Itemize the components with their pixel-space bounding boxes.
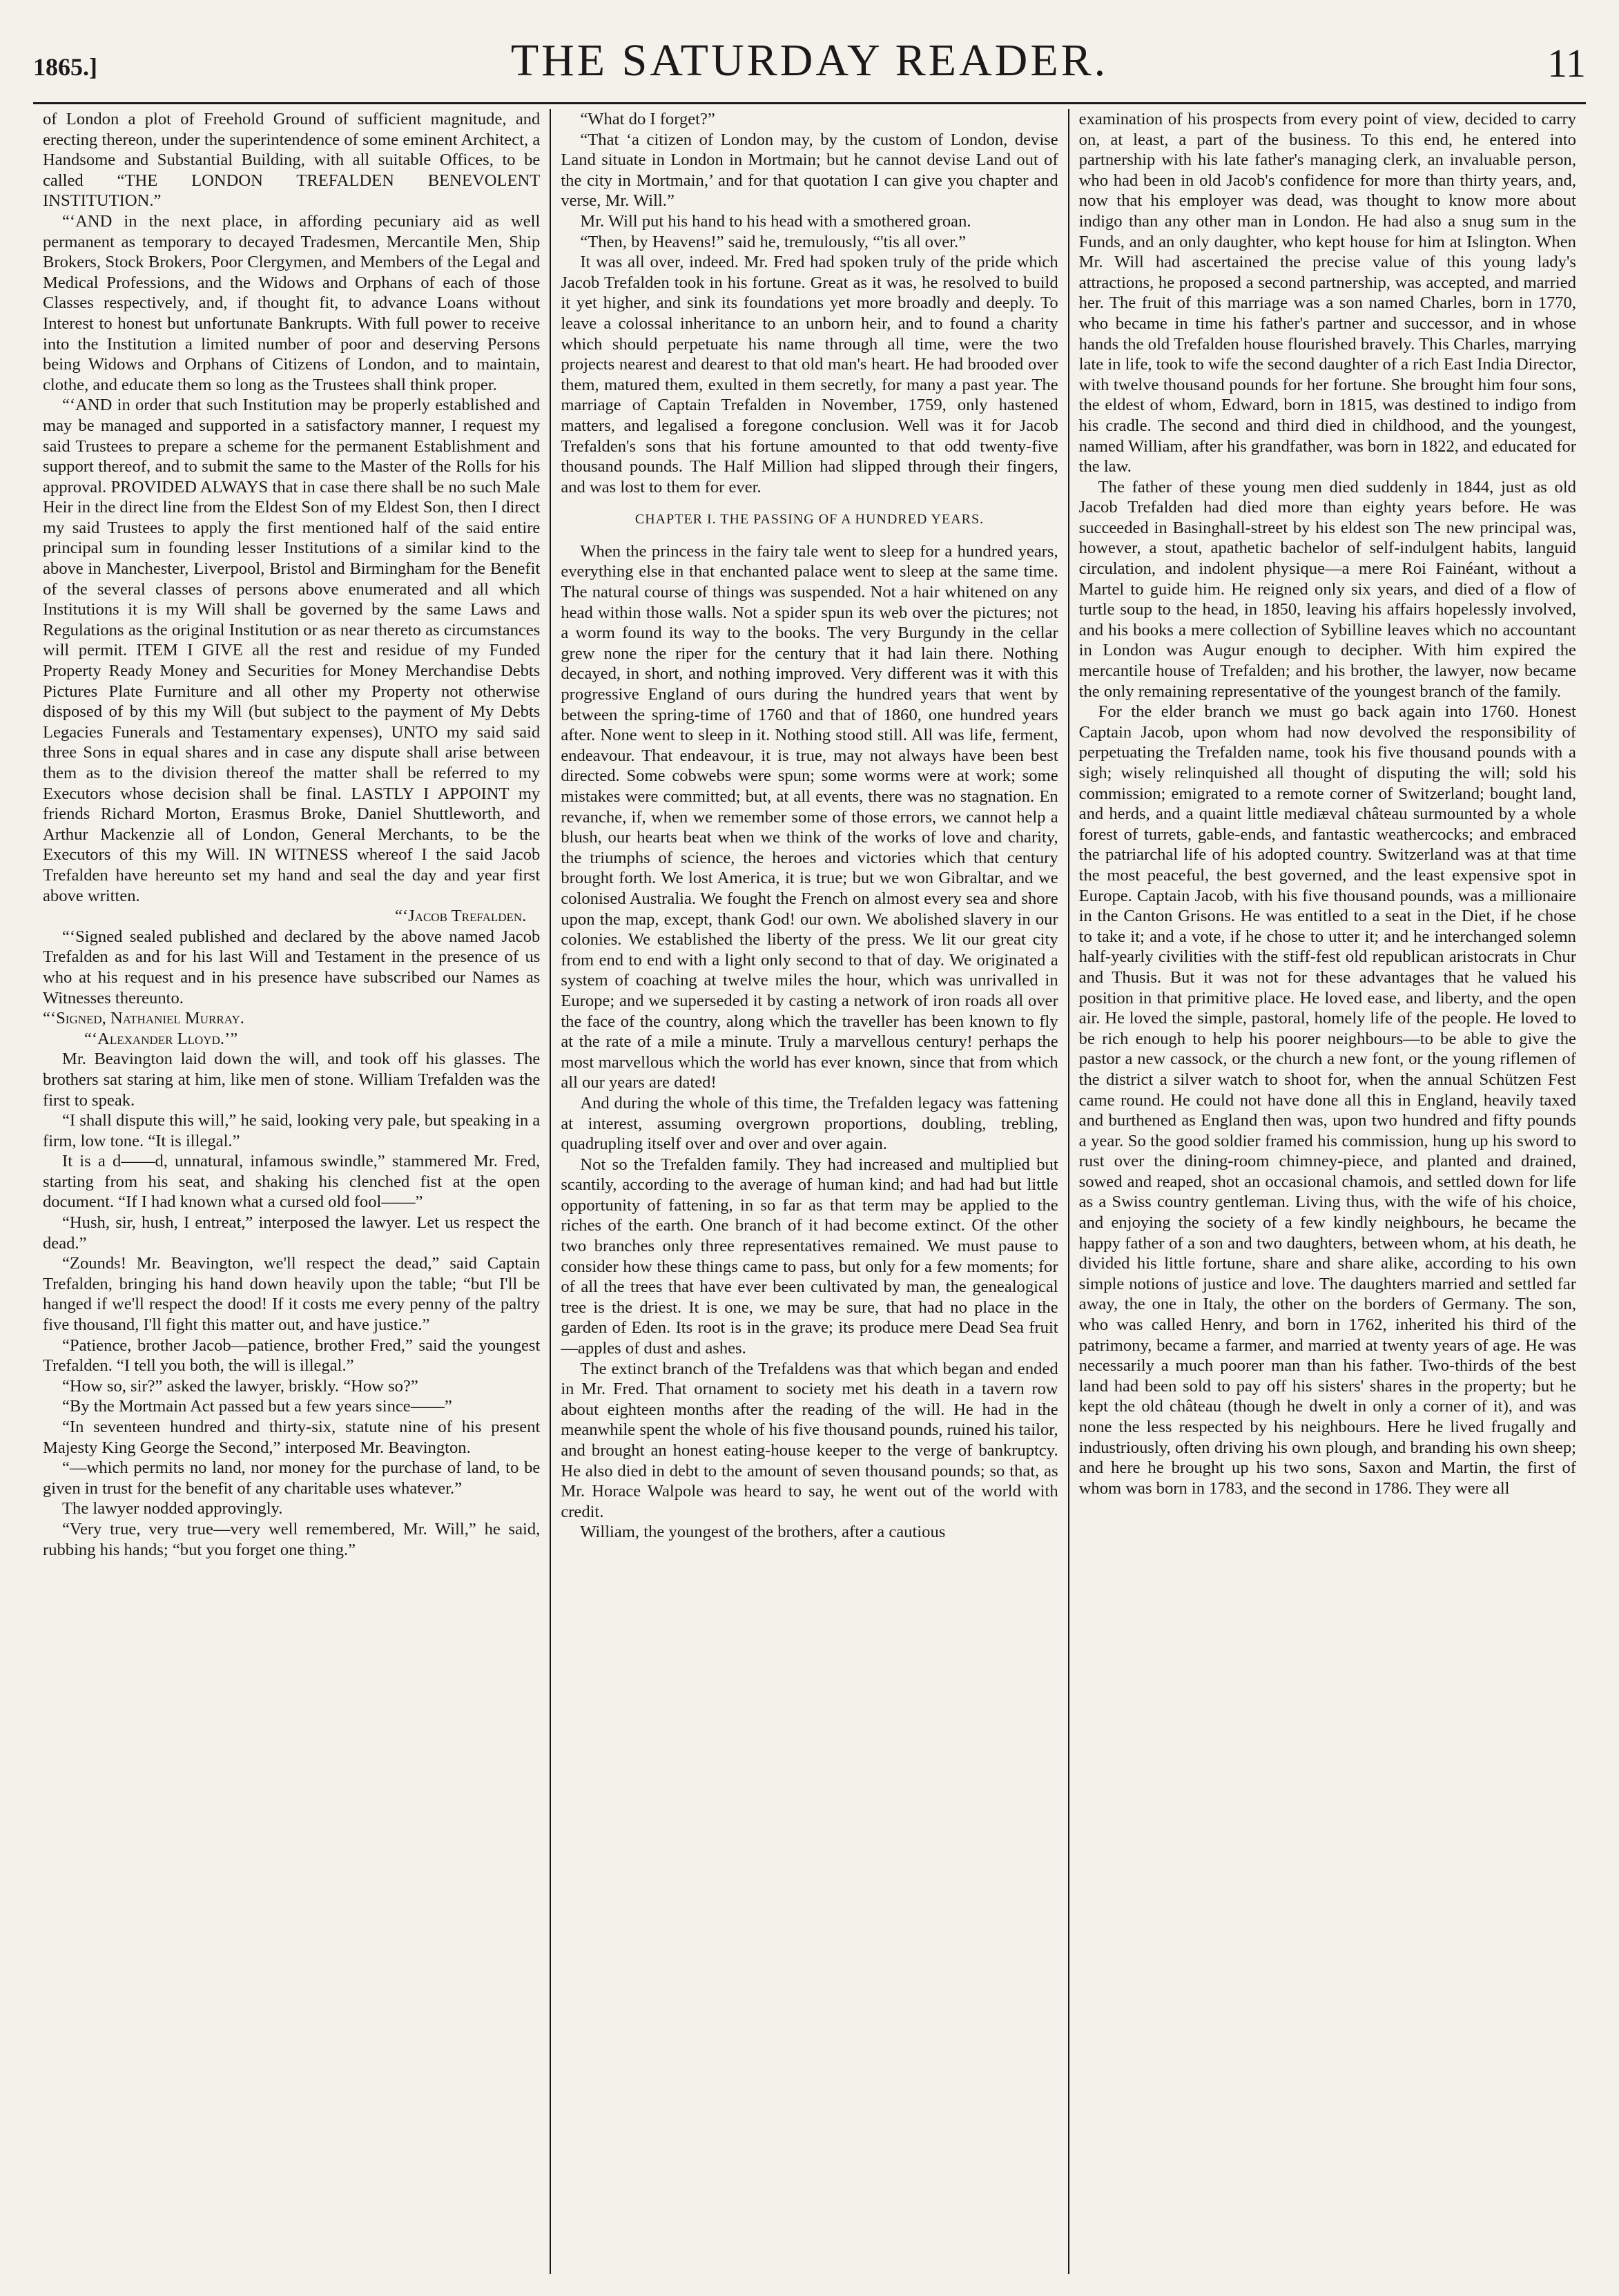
paragraph: of London a plot of Freehold Ground of sufficient magnitude, and erecting thereon, under the superintendence of some eminent Architect, a Handsome and Substantial Building, with all suitable Offices, to be called “THE LONDON TREFALDEN BENEVOLENT INSTITUTION.” (43, 110, 541, 211)
paragraph: William, the youngest of the brothers, after a cautious (580, 1523, 946, 1542)
paragraph: “Then, by Heavens!” said he, tremulously, “'tis all over.” (580, 232, 967, 251)
paragraph: It was all over, indeed. Mr. Fred had spoken truly of the pride which Jacob Trefalden took in his fortune. Great as it was, he resolved to build it yet higher, and sink its foundations yet more broadly and deeply. To leave a colossal inheritance to an unborn heir, and to found a charity which should perpetuate his name through all time, were the two projects nearest and dearest to that old man's heart. He had brooded over them, matured them, exulted in them secretly, for many a past year. The marriage of Captain Trefalden in November, 1759, only hastened matters, and legalised a foregone conclusion. Well was it for Jacob Trefalden's sons that his fortune amounted to that odd twenty-five thousand pounds. The Half Million had slipped through their fingers, and was lost to them for ever. (561, 253, 1058, 496)
paragraph: The extinct branch of the Trefaldens was that which began and ended in Mr. Fred. That ornament to society met his death in a tavern row about eighteen months after the reading of the will. He had in the meanwhile spent the whole of his five thousand pounds, ruined his tailor, and brought an honest eating-house keeper to the verge of bankruptcy. He also died in debt to the amount of seven thousand pounds; so that, as Mr. Horace Walpole was heard to say, he went out of the world with credit. (561, 1359, 1058, 1521)
paragraph: When the princess in the fairy tale went to sleep for a hundred years, everything else in that enchanted palace went to sleep at the same time. The natural course of things was suspended. Not a hair whitened on any head within those walls. Not a spider spun its web over the pictures; not a worm found its way to the books. The very Burgundy in the cellar grew none the riper for the century that it had lain there. Nothing decayed, in short, and nothing improved. Very different was it with this progressive England of ours during the hundred years that went by between the spring-time of 1760 and that of 1860, one hundred years after. None went to sleep in it. Nothing stood still. All was life, ferment, endeavour. That endeavour, it is true, may not always have been best directed. Some cobwebs were spun; some worms were at work; some mistakes were committed; but, at all events, there was no stagnation. En revanche, if, when we remember some of those errors, we cannot help a blush, our hearts beat when we think of the works of love and charity, the triumphs of science, the heroes and victories which that century brought forth. We lost America, it is true; but we won Gibraltar, and we colonised Australia. We fought the French on almost every sea and shore upon the map, except, thank God! our own. We abolished slavery in our colonies. We established the liberty of the press. We lit our great city from end to end with a light only second to that of day. We originated a system of coaching at twelve miles the hour, which was unrivalled in Europe; and we superseded it by casting a network of iron roads all over the face of the country, along which the traveller has been known to fly at the rate of a mile a minute. Truly a marvellous century! perhaps the most marvellous which the world has ever known, since that from which all our years are dated! (561, 541, 1058, 1092)
article-columns (33, 109, 1586, 2274)
paragraph: “‘Signed, Nathaniel Murray. (43, 1009, 244, 1028)
paragraph: “—which permits no land, nor money for the purchase of land, to be given in trust for the benefit of any charitable uses whatever.” (43, 1458, 541, 1498)
paragraph: “Zounds! Mr. Beavington, we'll respect the dead,” said Captain Trefalden, bringing his hand down heavily upon the table; “but I'll be hanged if we'll respect the dood! If it costs me every penny of the paltry five thousand, I'll fight this matter out, and have justice.” (43, 1254, 541, 1335)
paragraph: “‘Alexander Lloyd.’” (84, 1029, 238, 1048)
paragraph: And during the whole of this time, the Trefalden legacy was fattening at interest, assuming overgrown proportions, doubling, trebling, quadrupling itself over and over and over again. (561, 1093, 1058, 1154)
paragraph: It is a d——d, unnatural, infamous swindle,” stammered Mr. Fred, starting from his seat, and shaking his clenched fist at the open document. “If I had known what a cursed old fool——” (43, 1152, 541, 1212)
paragraph: Mr. Will put his hand to his head with a smothered groan. (580, 211, 971, 231)
column-right (1068, 109, 1586, 2274)
paragraph: The father of these young men died suddenly in 1844, just as old Jacob Trefalden had died more than eighty years before. He was succeeded in Basinghall-street by his eldest son The new principal was, however, a stout, apathetic bachelor of self-indulgent habits, languid circulation, and indolent physique—a mere Roi Fainéant, without a Martel to guide him. He reigned only six years, and died of a flow of turtle soup to the head, in 1850, leaving his affairs hopelessly involved, and his books a mere collection of Sybilline leaves which no accountant in London was Augur enough to decipher. With him expired the mercantile house of Trefalden; and his brother, the lawyer, now became the only remaining representative of the youngest branch of the family. (1078, 477, 1576, 701)
paragraph: “Hush, sir, hush, I entreat,” interposed the lawyer. Let us respect the dead.” (43, 1213, 541, 1253)
paragraph: The lawyer nodded approvingly. (62, 1499, 283, 1518)
paragraph: “‘AND in order that such Institution may be properly established and may be managed and supported in a satisfactory manner, I request my said Trustees to prepare a scheme for the permanent Establishment and support thereof, and to submit the same to the Master of the Rolls for his approval. PROVIDED ALWAYS that in case there shall be no such Male Heir in the direct line from the Eldest Son of my Eldest Son, then I direct my said Trustees to apply the first mentioned half of the said entire principal sum in founding lesser Institutions of a similar kind to the above in Manchester, Liverpool, Bristol and Birmingham for the Benefit of the several classes of persons above enumerated and all which Institutions it is my Will shall be governed by the same Laws and Regulations as the original Institution or as near thereto as circumstances will permit. ITEM I GIVE all the rest and residue of my Funded Property Ready Money and Securities for Money Merchandise Debts Pictures Plate Furniture and all other my Property not otherwise disposed of by this my Will (but subject to the payment of My Debts Legacies Funerals and Testamentary expenses), UNTO my said said three Sons in equal shares and in case any dispute shall arise between them as to the division thereof the matter shall be referred to my Executors whose decision shall be final. LASTLY I APPOINT my friends Richard Morton, Erasmus Broke, Daniel Shuttleworth, and Arthur Mackenzie all of London, General Merchants, to be the Executors of this my Will. IN WITNESS whereof I the said Jacob Trefalden have hereunto set my hand and seal the day and year first above written. (43, 396, 541, 905)
paragraph: Not so the Trefalden family. They had increased and multiplied but scantily, according to the average of human kind; and had had but little opportunity of fattening, in so far as that term may be applied to the riches of the earth. One branch of it had become extinct. Of the other two branches only three representatives remained. We must pause to consider how these things came to pass, but only for a few moments; for of all the trees that have ever been cultivated by man, the genealogical tree is the driest. It is one, we may be sure, that had no place in the garden of Eden. Its root is in the grave; its produce mere Dead Sea fruit—apples of dust and ashes. (561, 1155, 1058, 1358)
paragraph: “‘AND in the next place, in affording pecuniary aid as well permanent as temporary to decayed Tradesmen, Mercantile Men, Ship Brokers, Stock Brokers, Poor Clergymen, and Members of the Legal and Medical Professions, and the Widows and Orphans of each of those Classes respectively, and, if thought fit, to advance Loans without Interest to honest but unfortunate Bankrupts. With full power to receive into the Institution a limited number of poor and deserving Persons being Widows and Orphans of Citizens of London, and to maintain, clothe, and educate them so long as the Trustees shall think proper. (43, 211, 541, 394)
paragraph: “Patience, brother Jacob—patience, brother Fred,” said the youngest Trefalden. “I tell you both, the will is illegal.” (43, 1335, 541, 1376)
paragraph: “‘Jacob Trefalden. (395, 907, 527, 926)
issue-year: 1865.] (33, 53, 97, 81)
paragraph: “What do I forget?” (580, 110, 715, 128)
publication-title: THE SATURDAY READER. (510, 35, 1109, 86)
paragraph: “By the Mortmain Act passed but a few years since——” (62, 1397, 452, 1416)
chapter-heading: CHAPTER I. THE PASSING OF A HUNDRED YEARS. (634, 512, 985, 528)
column-middle (550, 109, 1067, 2274)
paragraph: “In seventeen hundred and thirty-six, statute nine of his present Majesty King George the Second,” interposed Mr. Beavington. (43, 1418, 541, 1457)
page-number: 11 (1547, 41, 1586, 86)
paragraph: For the elder branch we must go back again into 1760. Honest Captain Jacob, upon whom had now devolved the responsibility of perpetuating the Trefalden name, took his five thousand pounds with a sigh; wisely relinquished all thought of disputing the will; sold his commission; emigrated to a remote corner of Switzerland; bought land, and herds, and a quaint little mediæval château surmounted by a whole forest of turrets, gable-ends, and fantastic weathercocks; and embraced the patriarchal life of his adopted country. Switzerland was at that time the most peaceful, the best governed, and the least expensive spot in Europe. Captain Jacob, with his five thousand pounds, was a millionaire in the Canton Grisons. He was entitled to a seat in the Diet, if he chose to take it; and a vote, if he chose to utter it; and he interchanged solemn half-yearly civilities with the stiff-fest old republican aristocrats in Chur and Thusis. But it was not for these advantages that he valued his position in that primitive place. He loved ease, and liberty, and the open air. He loved the simple, pastoral, homely life of the people. He loved to be rich enough to help his poorer neighbours—to be able to give the pastor a new cassock, or the church a new font, or the young riflemen of the district a silver watch to shoot for, when the annual Schützen Fest came round. He could not have done all this in England, heavily taxed and burthened as England then was, upon two hundred and fifty pounds a year. So the good soldier framed his commission, hung up his sword to rust over the dining-room chimney-piece, and planted and drained, sowed and reaped, shot an occasional chamois, and settled down for life as a Swiss country gentleman. Living thus, with the wife of his choice, and enjoying the society of a few kindly neighbours, he became the happy father of a son and two daughters, between whom, at his death, he divided his little fortune, share and share alike, according to his own simple notions of justice and love. The daughters married and settled far away, the one in Italy, the other on the borders of Germany. The son, who was called Henry, and born in 1762, inherited his third of the patrimony, became a farmer, and married at twenty years of age. He was necessarily a much poorer man than his father. Two-thirds of the best land had been sold to pay off his sisters' shares in the property; but he kept the old château (though he dwelt in only a corner of it), and was none the less respected by his neighbours. Here he lived frugally and industriously, often driving his own plough, and branding his own sheep; and here he brought up his two sons, Saxon and Martin, the first of whom was born in 1783, and the second in 1786. They were all (1078, 702, 1576, 1498)
paragraph: Mr. Beavington laid down the will, and took off his glasses. The brothers sat staring at him, like men of stone. William Trefalden was the first to speak. (43, 1050, 541, 1110)
paragraph: “Very true, very true—very well remembered, Mr. Will,” he said, rubbing his hands; “but you forget one thing.” (43, 1519, 541, 1559)
paragraph: “I shall dispute this will,” he said, looking very pale, but speaking in a firm, low tone. “It is illegal.” (43, 1111, 541, 1150)
paragraph: examination of his prospects from every point of view, decided to carry on, at least, a part of the business. To this end, he entered into partnership with his late father's managing clerk, an invaluable person, who had been in old Jacob's confidence for more than thirty years, and, now that his employer was dead, was thought to know more about indigo than any other man in London. He had also a snug sum in the Funds, and an only daughter, who kept house for him at Islington. When Mr. Will had ascertained the precise value of this young lady's attractions, he proposed a second partnership, was accepted, and married her. The fruit of this marriage was a son named Charles, born in 1770, who became in time his father's partner and successor, and in whose hands the old Trefalden house flourished bravely. This Charles, marrying late in life, took to wife the second daughter of a rich East India Director, with twelve thousand pounds for her fortune. She brought him four sons, the eldest of whom, Edward, born in 1815, was destined to indigo from his cradle. The second and third died in childhood, and the youngest, named William, after his grandfather, was born in 1822, and educated for the law. (1078, 110, 1576, 476)
column-left (33, 109, 550, 2274)
paragraph: “How so, sir?” asked the lawyer, briskly. “How so?” (62, 1376, 418, 1396)
paragraph: “‘Signed sealed published and declared by the above named Jacob Trefalden as and for his last Will and Testament in the presence of us who at his request and in his presence have subscribed our Names as Witnesses thereunto. (43, 927, 541, 1007)
masthead (33, 35, 1586, 104)
paragraph: “That ‘a citizen of London may, by the custom of London, devise Land situate in London in Mortmain; but he cannot devise Land out of the city in Mortmain,’ and for that quotation I can give you chapter and verse, Mr. Will.” (561, 130, 1058, 211)
